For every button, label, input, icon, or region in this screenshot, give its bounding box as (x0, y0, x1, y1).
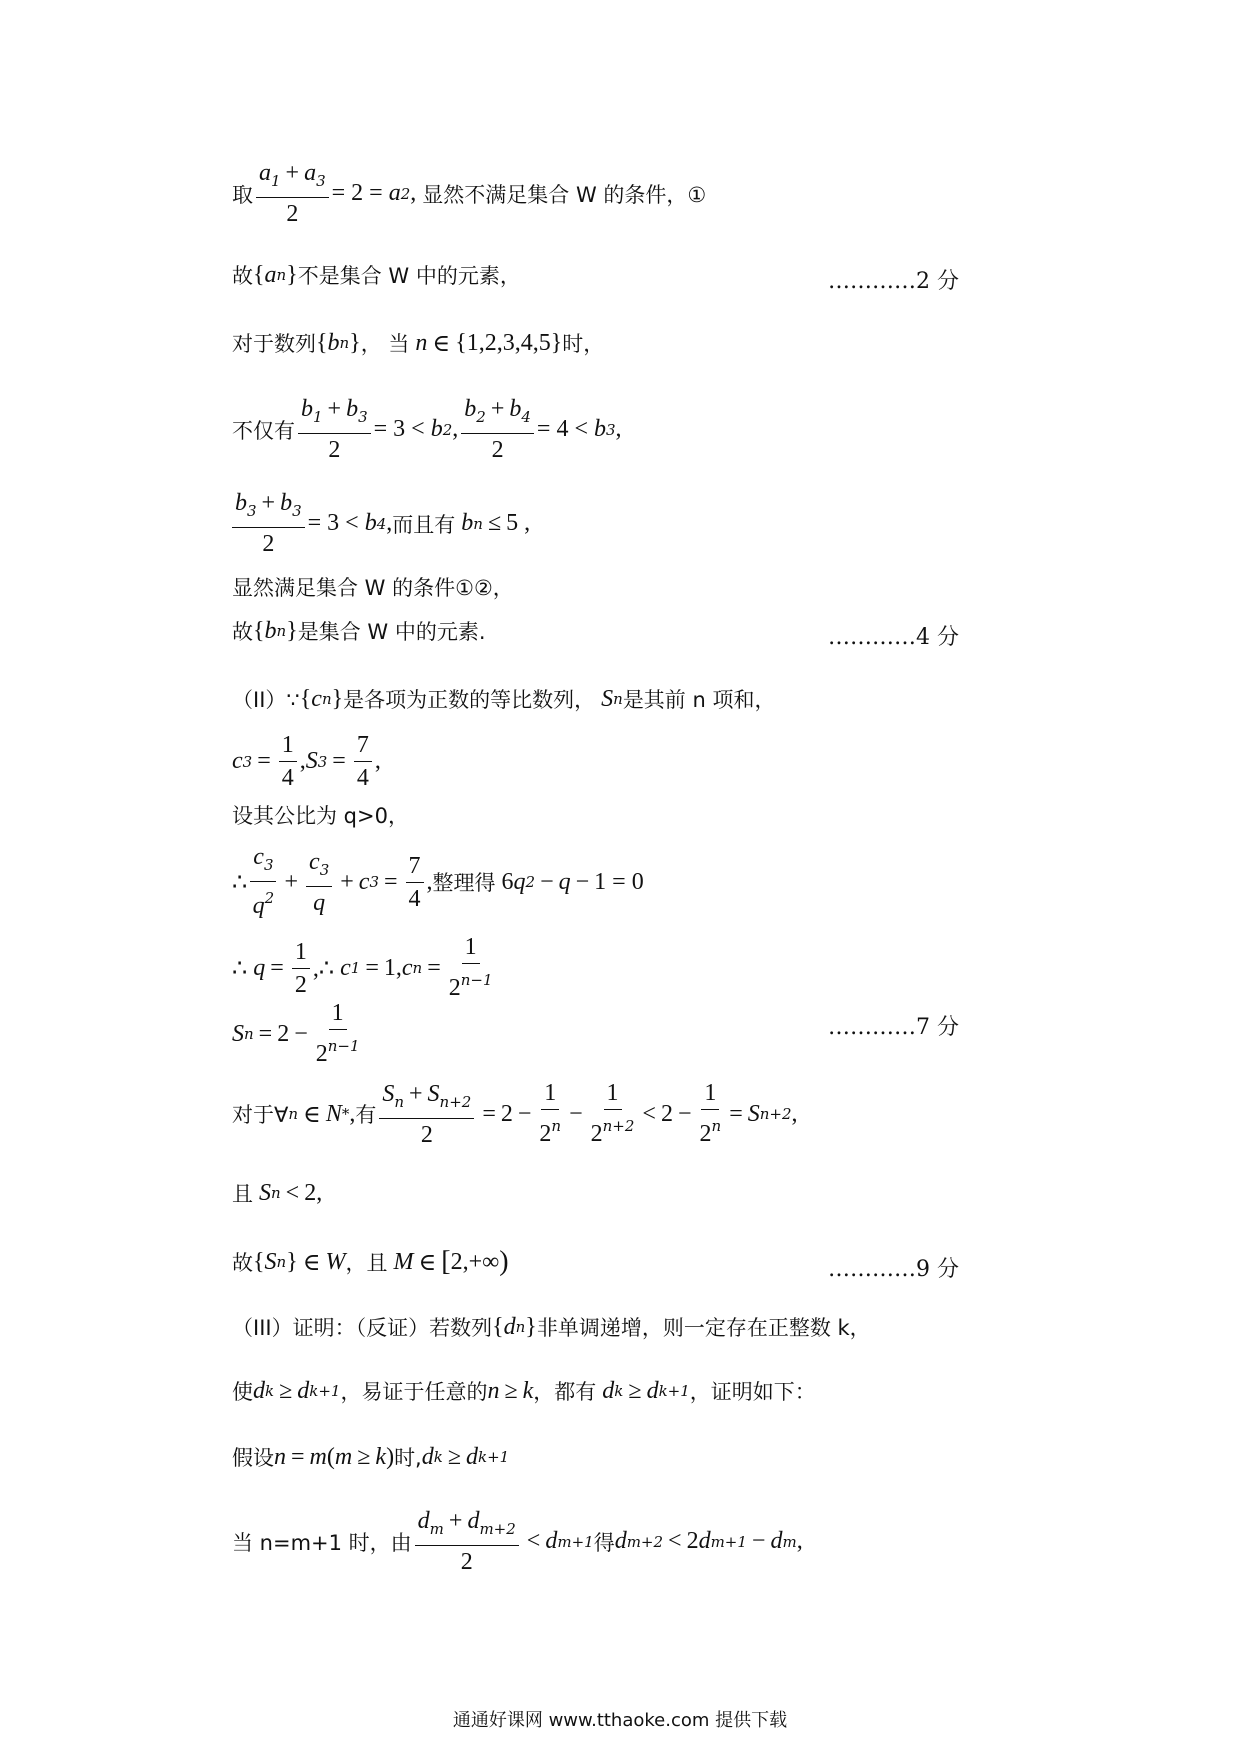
text: 故 (232, 1251, 253, 1275)
text: 设其公比为 q>0， (232, 804, 409, 828)
text: ，都有 (533, 1380, 597, 1404)
text: 且 (232, 1182, 253, 1206)
text: 当 n=m+1 时，由 (232, 1530, 412, 1555)
score-7: …………7 分 (828, 1015, 959, 1040)
text: 整理得 (432, 871, 496, 895)
line-4: 不仅有 $\frac{b_1 + b_3}{2}$ = 3 < b 2 , $\frac{b_2 + b_4}{2}$ = 4 < b 3 , (232, 396, 622, 463)
text: 故 (232, 620, 253, 644)
text: 得 (593, 1530, 615, 1555)
page-footer: 通通好课网 www.tthaoke.com 提供下载 (452, 1710, 788, 1731)
line-8: （II）∵ { c n } 是各项为正数的等比数列， S n 是其前 n 项和， (232, 685, 776, 712)
fraction: $\frac{1}{2}$ (292, 939, 310, 998)
fraction: $\frac{S_n + S_{n+2}}{2}$ (379, 1081, 474, 1148)
fraction: $\frac{7}{4}$ (406, 853, 424, 912)
text: 有 (355, 1103, 377, 1127)
fraction: $\frac{c_3}{q}$ (306, 849, 332, 916)
fraction: $\frac{a_1 + a_3}{2}$ (256, 160, 329, 227)
line-14: 对于∀ n ∈ N * , 有 $\frac{S_n + S_{n+2}}{2}$ = 2 − $\frac{1}{2^n}$ − $\frac{1}{2^{n+2}}$ < 2 − $\frac{1}{2^n}$ = S n+2 , (232, 1080, 798, 1148)
text: 不仅有 (232, 418, 295, 443)
fraction: $\frac{1}{2^n}$ (699, 1080, 722, 1147)
text: 假设 (232, 1446, 274, 1470)
line-18: 使 d k ≥ d k+1 ，易证于任意的 n ≥ k ，都有 d k ≥ d k+1 ，证明如下： (232, 1377, 816, 1404)
text: ，易证于任意的 (340, 1380, 488, 1404)
text: ，且 (345, 1251, 388, 1275)
score-4: …………4 分 (828, 625, 959, 650)
text: ， 当 (360, 332, 410, 356)
text: 显然不满足集合 W 的条件，① (422, 182, 707, 207)
line-15: 且 S n < 2, (232, 1179, 323, 1206)
line-16: 故 { S n } ∈ W ，且 M ∈ [ 2,+∞ ) (232, 1246, 509, 1277)
fraction: $\frac{b_2 + b_4}{2}$ (461, 396, 534, 463)
line-1: 取 $\frac{a_1 + a_3}{2}$ = 2 = a 2 , 显然不满足集合 W 的条件，① (232, 160, 707, 227)
fraction: $\frac{1}{2^{n+2}}$ (590, 1080, 635, 1147)
fraction: $\frac{b_1 + b_3}{2}$ (298, 396, 371, 463)
text: 对于∀ (232, 1103, 289, 1127)
fraction: $\frac{c_3}{q^2}$ (250, 844, 276, 920)
text: 是各项为正数的等比数列， (343, 688, 596, 712)
fraction: $\frac{d_m + d_{m+2}}{2}$ (415, 1508, 519, 1575)
fraction: $\frac{1}{4}$ (279, 732, 297, 791)
score-2: …………2 分 (828, 269, 959, 294)
line-17: （III）证明：（反证）若数列 { d n } 非单调递增，则一定存在正整数 k， (232, 1313, 871, 1340)
score-9: …………9 分 (828, 1257, 959, 1282)
fraction: $\frac{b_3 + b_3}{2}$ (232, 490, 305, 557)
text: 对于数列 (232, 332, 316, 356)
text: （III）证明：（反证）若数列 (232, 1316, 493, 1340)
text: 是其前 n 项和， (622, 688, 776, 712)
line-3: 对于数列 { b n } ， 当 n ∈ {1,2,3,4,5} 时， (232, 329, 605, 357)
line-6 (232, 572, 514, 602)
line-20: 当 n=m+1 时，由 $\frac{d_m + d_{m+2}}{2}$ < d m+1 得 d m+2 < 2 d m+1 − d m , (232, 1508, 803, 1575)
text: 是集合 W 中的元素. (297, 620, 486, 644)
line-10 (232, 800, 409, 830)
text: 故 (232, 264, 253, 288)
line-7: 故 { b n } 是集合 W 中的元素. (232, 617, 486, 644)
line-19: 假设 n = m ( m ≥ k ) 时, d k ≥ d k+1 (232, 1443, 510, 1470)
line-12: ∴ q = $\frac{1}{2}$ ,∴ c 1 = 1, c n = $\frac{1}{2^{n-1}}$ (232, 934, 493, 1001)
text: 显然满足集合 W 的条件①②， (232, 576, 514, 600)
line-13: S n = 2 − $\frac{1}{2^{n-1}}$ (232, 1000, 360, 1067)
fraction: $\frac{1}{2^{n-1}}$ (315, 1000, 360, 1067)
fraction: $\frac{1}{2^{n-1}}$ (448, 934, 493, 1001)
text: ，证明如下： (689, 1380, 816, 1404)
text: 而且有 (392, 512, 456, 537)
text: （II）∵ (232, 688, 300, 712)
line-11: ∴ $\frac{c_3}{q^2}$ + $\frac{c_3}{q}$ + c 3 = $\frac{7}{4}$ , 整理得 6 q 2 − q − 1 = 0 (232, 844, 644, 919)
line-9: c 3 = $\frac{1}{4}$ , S 3 = $\frac{7}{4}$ , (232, 732, 381, 791)
text: 非单调递增，则一定存在正整数 k， (536, 1316, 871, 1340)
fraction: $\frac{7}{4}$ (354, 732, 372, 791)
text: 时, (394, 1446, 422, 1470)
line-2: 故 { a n } 不是集合 W 中的元素， (232, 261, 521, 288)
text: 时， (562, 332, 605, 356)
text: 取 (232, 182, 253, 207)
text: 使 (232, 1380, 253, 1404)
line-5: $\frac{b_3 + b_3}{2}$ = 3 < b 4 , 而且有 b n ≤ 5 , (232, 490, 530, 557)
text: 不是集合 W 中的元素， (297, 264, 521, 288)
fraction: $\frac{1}{2^n}$ (539, 1080, 562, 1147)
